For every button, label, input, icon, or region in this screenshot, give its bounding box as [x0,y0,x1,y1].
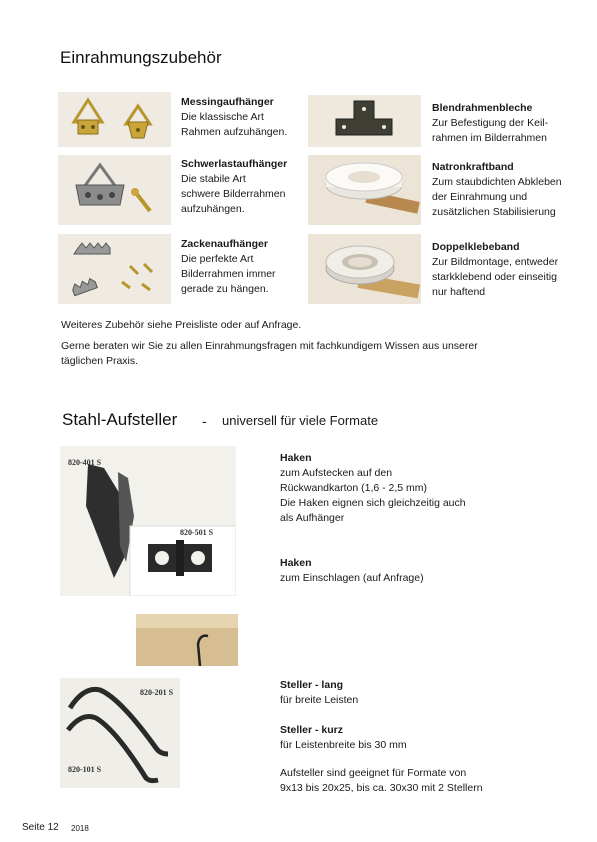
accessory-desc: Die perfekte Art Bilderrahmen immer gerade zu hängen. [181,253,276,295]
footer-year: 2018 [71,824,89,833]
accessory-item [432,101,582,146]
accessory-name: Messingaufhänger [181,96,274,108]
nail-hook-desc: zum Einschlagen (auf Anfrage) [280,572,424,584]
more-accessories-note: Weiteres Zubehör siehe Preisliste oder auf Anfrage. [61,319,302,331]
accessory-name: Schwerlastaufhänger [181,158,288,170]
section-subtitle: universell für viele Formate [222,413,379,428]
frame-plate-photo [308,95,421,147]
accessory-desc: Zur Befestigung der Keil- rahmen im Bilderrahmen [432,117,549,144]
product-code-401: 820-401 S [68,458,102,467]
page-title: Einrahmungszubehör [60,48,222,67]
nail-hook-photo [136,614,238,666]
advice-note-line2: täglichen Praxis. [61,355,139,367]
accessory-desc: Die klassische Art Rahmen aufzuhängen. [181,111,288,138]
accessory-item [181,237,306,297]
accessory-item [181,157,306,217]
sawtooth-hanger-photo [58,234,171,304]
nail-hook-title: Haken [280,557,312,569]
hook-line: als Aufhänger [280,512,345,524]
hook-line: zum Aufstecken auf den [280,467,393,479]
accessory-desc: Die stabile Art schwere Bilderrahmen aufzuhängen. [181,173,286,215]
accessory-item [181,95,306,140]
brass-hanger-photo [58,92,171,147]
product-code-101: 820-101 S [68,765,102,774]
accessory-item [432,240,582,300]
stand-long-description [280,678,570,708]
suitability-line: Aufsteller sind geeignet für Formate von [280,767,467,779]
accessory-desc: Zur Bildmontage, entweder starkklebend oder einseitig nur haftend [432,256,559,298]
hook-stand-photo [60,446,236,596]
accessory-desc: Zum staubdichten Abkleben der Einrahmung und zusätzlichen Stabilisierung [432,176,562,218]
stand-long-desc: für breite Leisten [280,694,359,706]
hook-description [280,451,570,526]
section-title: Stahl-Aufsteller [62,410,178,429]
stand-long-title: Steller - lang [280,679,344,691]
accessory-name: Blendrahmenbleche [432,102,533,114]
hook-line: Die Haken eignen sich gleichzeitig auch [280,497,466,509]
suitability-line: 9x13 bis 20x25, bis ca. 30x30 mit 2 Stellern [280,782,483,794]
accessory-name: Doppelklebeband [432,241,520,253]
kraft-tape-photo [308,155,421,225]
accessory-item [432,160,582,220]
double-sided-tape-photo [308,234,421,304]
stand-short-description [280,723,570,753]
stand-short-title: Steller - kurz [280,724,344,736]
stand-short-desc: für Leistenbreite bis 30 mm [280,739,407,751]
advice-note-line1: Gerne beraten wir Sie zu allen Einrahmungsfragen mit fachkundigem Wissen aus unserer [61,340,478,352]
page-number: Seite 12 [22,822,59,833]
accessory-name: Zackenaufhänger [181,238,268,250]
heavy-duty-hanger-photo [58,155,171,225]
stand-suitability-note [280,766,580,796]
product-code-501: 820-501 S [180,528,214,537]
section-title-dash: - [202,413,207,429]
product-code-201: 820-201 S [140,688,174,697]
hook-title: Haken [280,452,312,464]
accessory-name: Natronkraftband [432,161,514,173]
nail-hook-description [280,556,570,586]
hook-line: Rückwandkarton (1,6 - 2,5 mm) [280,482,428,494]
